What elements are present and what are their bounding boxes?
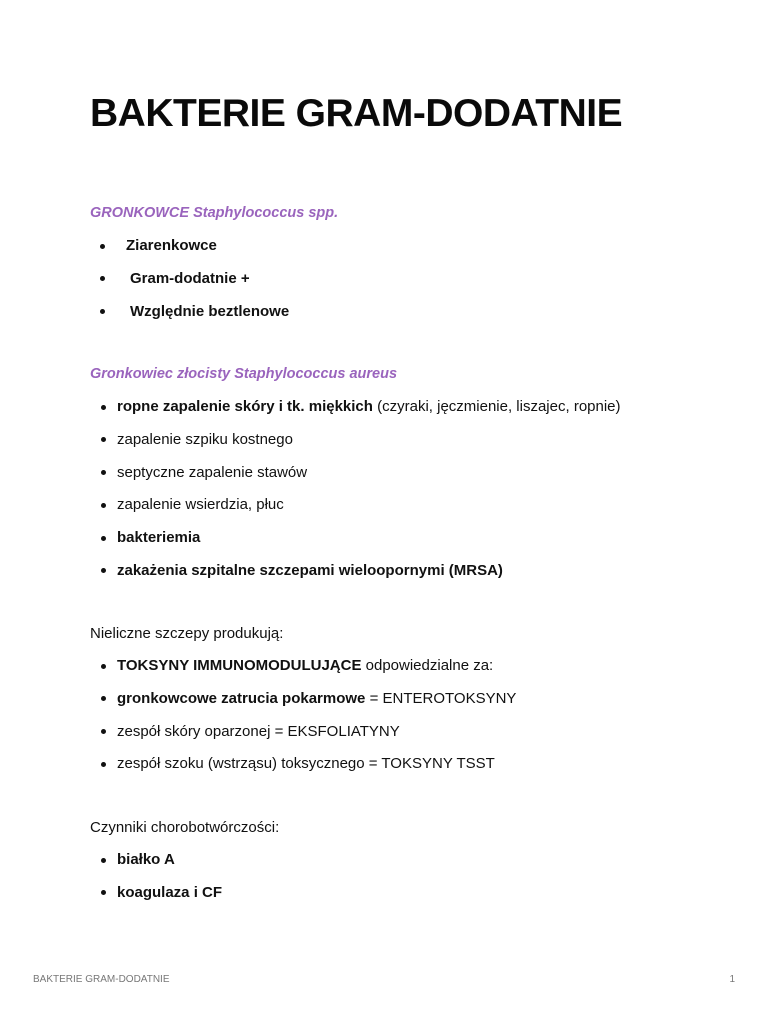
list-item-text: = ENTEROTOKSYNY — [365, 689, 517, 707]
page-number: 1 — [729, 974, 735, 985]
list-item-bold: koagulaza i CF — [117, 883, 223, 901]
bullet-icon — [100, 244, 105, 249]
list-item — [90, 495, 730, 515]
list-item-text: zespół skóry oparzonej = EKSFOLIATYNY — [117, 722, 400, 740]
list-item-bold: zakażenia szpitalne szczepami wieloopornymi (MRSA) — [117, 561, 503, 579]
page-footer — [33, 974, 735, 988]
list-item-bold: bakteriemia — [117, 529, 201, 547]
bullet-icon — [101, 536, 106, 541]
list-item — [90, 883, 730, 903]
bullet-icon — [101, 437, 106, 442]
bullet-icon — [101, 470, 106, 475]
list-item-text: septyczne zapalenie stawów — [117, 463, 308, 481]
section-gronkowce — [90, 203, 730, 322]
list-item-text: Ziarenkowce — [126, 237, 217, 254]
list-item — [90, 236, 730, 256]
list-item — [90, 561, 730, 581]
list-item — [90, 722, 730, 742]
bullet-list — [90, 236, 730, 322]
bullet-list — [90, 656, 730, 774]
list-item — [90, 754, 730, 774]
list-item-bold: gronkowcowe zatrucia pokarmowe — [117, 689, 366, 707]
list-item-text: odpowiedzialne za: — [361, 657, 494, 674]
list-item-bold: TOKSYNY IMMUNOMODULUJĄCE — [117, 657, 362, 674]
bullet-icon — [101, 405, 106, 410]
bullet-icon — [101, 858, 106, 863]
list-item — [90, 430, 730, 450]
list-item — [90, 302, 730, 322]
list-item — [90, 463, 730, 483]
bullet-icon — [100, 309, 105, 314]
section-aureus — [90, 364, 730, 581]
list-item — [90, 269, 730, 289]
list-item-text: zapalenie wsierdzia, płuc — [117, 496, 284, 514]
list-item — [90, 397, 730, 417]
section-toxins — [90, 624, 730, 774]
list-item-text: zapalenie szpiku kostnego — [117, 430, 293, 448]
section-heading: GRONKOWCE Staphylococcus spp. — [90, 205, 339, 221]
bullet-icon — [101, 696, 106, 701]
list-item-text: Gram-dodatnie + — [130, 269, 250, 287]
bullet-icon — [101, 762, 106, 767]
list-item-text: (czyraki, jęczmienie, liszajec, ropnie) — [372, 398, 621, 415]
list-item — [90, 656, 730, 676]
list-item-bold: białko A — [117, 851, 175, 868]
list-item-text: Względnie beztlenowe — [130, 302, 290, 320]
bullet-list — [90, 397, 730, 581]
section-virulence — [90, 818, 730, 903]
list-item — [90, 528, 730, 548]
bullet-icon — [101, 729, 106, 734]
bullet-list — [90, 850, 730, 903]
bullet-icon — [100, 276, 105, 281]
footer-title: BAKTERIE GRAM-DODATNIE — [33, 974, 170, 985]
section-intro: Czynniki chorobotwórczości: — [90, 819, 280, 836]
list-item-text: zespół szoku (wstrząsu) toksycznego = TOKSYNY TSST — [117, 755, 495, 773]
section-heading: Gronkowiec złocisty Staphylococcus aureus — [90, 366, 398, 382]
list-item — [90, 689, 730, 709]
bullet-icon — [101, 503, 106, 508]
bullet-icon — [101, 568, 106, 573]
list-item — [90, 850, 730, 870]
section-intro: Nieliczne szczepy produkują: — [90, 625, 284, 642]
list-item-bold: ropne zapalenie skóry i tk. miękkich — [117, 398, 373, 415]
bullet-icon — [101, 664, 106, 669]
page-title: BAKTERIE GRAM-DODATNIE — [90, 92, 623, 135]
bullet-icon — [101, 890, 106, 895]
